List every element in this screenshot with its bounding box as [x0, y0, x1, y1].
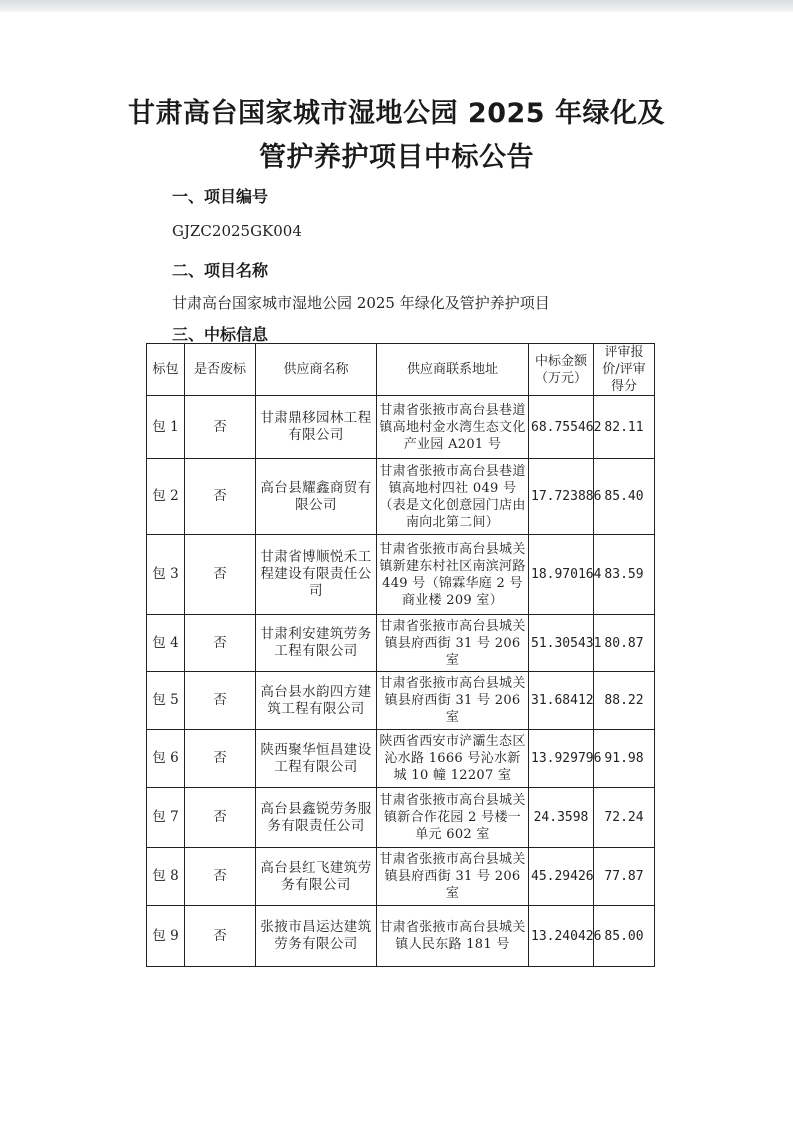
project-number-value: GJZC2025GK004	[172, 222, 302, 240]
cell-lot: 包 5	[147, 672, 185, 730]
cell-lot: 包 8	[147, 848, 185, 906]
cell-abandoned: 否	[185, 615, 256, 672]
table-row	[147, 396, 655, 459]
cell-address: 甘肃省张掖市高台县城关镇县府西街 31 号 206 室	[377, 615, 529, 672]
title-line-1: 甘肃高台国家城市湿地公园 2025 年绿化及	[128, 98, 665, 129]
table-row	[147, 848, 655, 906]
cell-abandoned: 否	[185, 730, 256, 788]
cell-amount: 18.970164	[529, 535, 594, 615]
cell-score: 83.59	[594, 535, 655, 615]
section-heading-project-number: 一、项目编号	[172, 187, 269, 206]
notice-title	[0, 92, 793, 180]
cell-abandoned: 否	[185, 906, 256, 967]
cell-address: 甘肃省张掖市高台县巷道镇高地村金水湾生态文化产业园 A201 号	[377, 396, 529, 459]
cell-score: 91.98	[594, 730, 655, 788]
cell-supplier: 张掖市昌运达建筑劳务有限公司	[256, 906, 377, 967]
title-line-2: 管护养护项目中标公告	[259, 142, 534, 173]
cell-amount: 17.723886	[529, 459, 594, 535]
cell-score: 85.00	[594, 906, 655, 967]
cell-score: 82.11	[594, 396, 655, 459]
cell-lot: 包 7	[147, 788, 185, 848]
header-abandoned: 是否废标	[185, 344, 256, 396]
cell-score: 88.22	[594, 672, 655, 730]
cell-amount: 45.29426	[529, 848, 594, 906]
cell-supplier: 高台县红飞建筑劳务有限公司	[256, 848, 377, 906]
header-supplier: 供应商名称	[256, 344, 377, 396]
cell-address: 甘肃省张掖市高台县巷道镇高地村四社 049 号（表是文化创意园门店由南向北第二间）	[377, 459, 529, 535]
cell-abandoned: 否	[185, 848, 256, 906]
cell-score: 85.40	[594, 459, 655, 535]
cell-supplier: 甘肃利安建筑劳务工程有限公司	[256, 615, 377, 672]
header-amount: 中标金额（万元）	[529, 344, 594, 396]
cell-amount: 51.305431	[529, 615, 594, 672]
cell-supplier: 甘肃鼎移园林工程有限公司	[256, 396, 377, 459]
cell-lot: 包 2	[147, 459, 185, 535]
cell-score: 80.87	[594, 615, 655, 672]
award-table	[146, 343, 655, 967]
cell-supplier: 高台县耀鑫商贸有限公司	[256, 459, 377, 535]
cell-score: 72.24	[594, 788, 655, 848]
cell-lot: 包 9	[147, 906, 185, 967]
cell-address: 甘肃省张掖市高台县城关镇人民东路 181 号	[377, 906, 529, 967]
cell-supplier: 陕西聚华恒昌建设工程有限公司	[256, 730, 377, 788]
table-row	[147, 672, 655, 730]
cell-address: 甘肃省张掖市高台县城关镇新合作花园 2 号楼一单元 602 室	[377, 788, 529, 848]
cell-lot: 包 4	[147, 615, 185, 672]
cell-lot: 包 6	[147, 730, 185, 788]
cell-address: 甘肃省张掖市高台县城关镇新建东村社区南滨河路 449 号（锦霖华庭 2 号商业楼 209 室）	[377, 535, 529, 615]
cell-amount: 13.929796	[529, 730, 594, 788]
table-row	[147, 906, 655, 967]
section-heading-award-info: 三、中标信息	[172, 325, 269, 344]
cell-lot: 包 1	[147, 396, 185, 459]
table-header-row	[147, 344, 655, 396]
cell-amount: 31.68412	[529, 672, 594, 730]
table-row	[147, 535, 655, 615]
header-lot: 标包	[147, 344, 185, 396]
table-row	[147, 459, 655, 535]
scan-edge-shadow	[0, 0, 793, 12]
table-row	[147, 615, 655, 672]
header-score: 评审报价/评审得分	[594, 344, 655, 396]
cell-score: 77.87	[594, 848, 655, 906]
cell-abandoned: 否	[185, 535, 256, 615]
cell-supplier: 甘肃省博顺悦禾工程建设有限责任公司	[256, 535, 377, 615]
cell-address: 陕西省西安市浐灞生态区沁水路 1666 号沁水新城 10 幢 12207 室	[377, 730, 529, 788]
cell-address: 甘肃省张掖市高台县城关镇县府西街 31 号 206 室	[377, 848, 529, 906]
header-address: 供应商联系地址	[377, 344, 529, 396]
table-row	[147, 730, 655, 788]
cell-amount: 24.3598	[529, 788, 594, 848]
cell-amount: 68.755462	[529, 396, 594, 459]
cell-amount: 13.240426	[529, 906, 594, 967]
cell-abandoned: 否	[185, 459, 256, 535]
cell-lot: 包 3	[147, 535, 185, 615]
cell-address: 甘肃省张掖市高台县城关镇县府西街 31 号 206 室	[377, 672, 529, 730]
section-heading-project-name: 二、项目名称	[172, 261, 269, 280]
cell-abandoned: 否	[185, 396, 256, 459]
cell-supplier: 高台县鑫锐劳务服务有限责任公司	[256, 788, 377, 848]
cell-abandoned: 否	[185, 672, 256, 730]
project-name-value: 甘肃高台国家城市湿地公园 2025 年绿化及管护养护项目	[172, 294, 550, 312]
cell-supplier: 高台县水韵四方建筑工程有限公司	[256, 672, 377, 730]
cell-abandoned: 否	[185, 788, 256, 848]
table-row	[147, 788, 655, 848]
